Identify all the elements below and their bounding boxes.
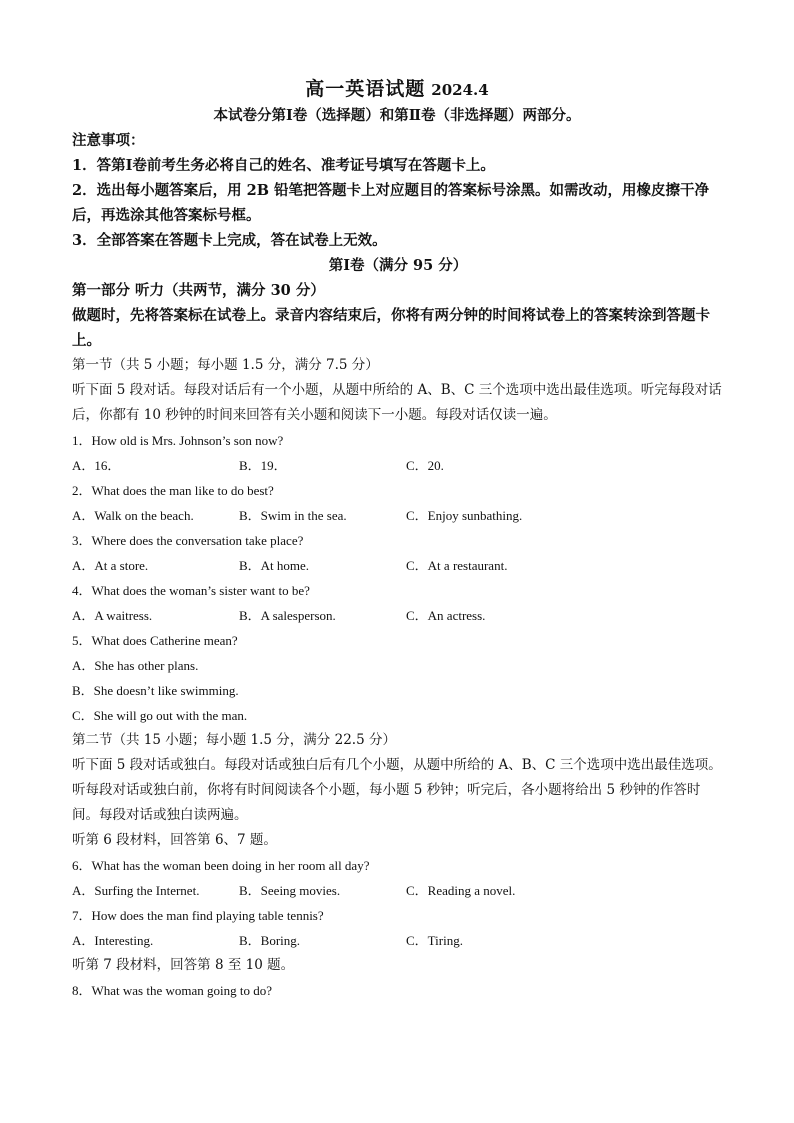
section1-instruction: 听下面 5 段对话。每段对话后有一个小题，从题中所给的 A、B、C 三个选项中选出最佳选项。听完每段对话后，你都有 10 秒钟的时间来回答有关小题和阅读下一小题。每段对话仅读一遍。 — [72, 382, 722, 423]
notice-item-3: 3．全部答案在答题卡上完成，答在试卷上无效。 — [72, 232, 387, 249]
question-5-stem: 5．What does Catherine mean? — [72, 633, 238, 648]
option-b: B．Swim in the sea. — [239, 508, 347, 523]
option-c: C．An actress. — [406, 608, 486, 623]
option-c: C．Reading a novel. — [406, 883, 516, 898]
exam-subtitle: 本试卷分第Ⅰ卷（选择题）和第Ⅱ卷（非选择题）两部分。 — [213, 107, 581, 124]
material-6-note: 听第 6 段材料，回答第 6、7 题。 — [72, 832, 277, 848]
part1-heading: 第一部分 听力（共两节，满分 30 分） — [72, 282, 325, 299]
question-2-stem: 2．What does the man like to do best? — [72, 483, 274, 498]
option-a: A．16． — [72, 458, 121, 473]
question-3-options — [72, 553, 724, 578]
option-b: B．Seeing movies. — [239, 883, 341, 898]
title-text: 高一英语试题 — [305, 78, 426, 100]
question-5-option-a: A．She has other plans. — [72, 658, 199, 673]
question-7-options — [72, 928, 724, 953]
notice-item-2: 2．选出每小题答案后，用 2B 铅笔把答题卡上对应题目的答案标号涂黑。如需改动，用橡皮擦干净后，再选涂其他答案标号框。 — [72, 182, 710, 224]
question-4-options — [72, 603, 724, 628]
question-1-options — [72, 453, 724, 478]
question-6-options — [72, 878, 724, 903]
option-c: C．At a restaurant. — [406, 558, 508, 573]
exam-content — [72, 128, 724, 1003]
option-b: B．19． — [239, 458, 287, 473]
option-a: A．At a store. — [72, 558, 149, 573]
option-c: C．20. — [406, 458, 444, 473]
question-6-stem: 6．What has the woman been doing in her room all day? — [72, 858, 370, 873]
question-8-stem: 8．What was the woman going to do? — [72, 983, 273, 998]
option-a: A．A waitress. — [72, 608, 153, 623]
section2-instruction: 听下面 5 段对话或独白。每段对话或独白后有几个小题，从题中所给的 A、B、C 三个选项中选出最佳选项。听每段对话或独白前，你将有时间阅读各个小题，每小题 5 秒钟；听完后，各小题将给出 5 秒钟的作答时间。每段对话或独白读两遍。 — [72, 757, 722, 823]
option-c: C．Tiring. — [406, 933, 463, 948]
question-5-option-c: C．She will go out with the man. — [72, 708, 248, 723]
material-7-note: 听第 7 段材料，回答第 8 至 10 题。 — [72, 957, 295, 973]
option-a: A．Walk on the beach. — [72, 508, 194, 523]
option-b: B．At home. — [239, 558, 310, 573]
exam-date: 2024.4 — [431, 81, 489, 99]
question-4-stem: 4．What does the woman’s sister want to be? — [72, 583, 310, 598]
question-7-stem: 7．How does the man find playing table tennis? — [72, 908, 324, 923]
page-title — [0, 74, 794, 101]
question-3-stem: 3．Where does the conversation take place? — [72, 533, 304, 548]
volume-heading: 第Ⅰ卷（满分 95 分） — [328, 257, 468, 274]
option-b: B．Boring. — [239, 933, 301, 948]
option-b: B．A salesperson. — [239, 608, 336, 623]
part1-instruction: 做题时，先将答案标在试卷上。录音内容结束后，你将有两分钟的时间将试卷上的答案转涂到答题卡上。 — [72, 307, 710, 349]
option-c: C．Enjoy sunbathing. — [406, 508, 523, 523]
section1-heading: 第一节（共 5 小题；每小题 1.5 分，满分 7.5 分） — [72, 357, 379, 373]
notice-heading: 注意事项： — [72, 132, 145, 149]
option-a: A．Surfing the Internet. — [72, 883, 200, 898]
notice-item-1: 1．答第Ⅰ卷前考生务必将自己的姓名、准考证号填写在答题卡上。 — [72, 157, 495, 174]
option-a: A．Interesting. — [72, 933, 154, 948]
section2-heading: 第二节（共 15 小题；每小题 1.5 分，满分 22.5 分） — [72, 732, 396, 748]
question-2-options — [72, 503, 724, 528]
question-5-option-b: B．She doesn’t like swimming. — [72, 683, 239, 698]
question-1-stem: 1．How old is Mrs. Johnson’s son now? — [72, 433, 284, 448]
